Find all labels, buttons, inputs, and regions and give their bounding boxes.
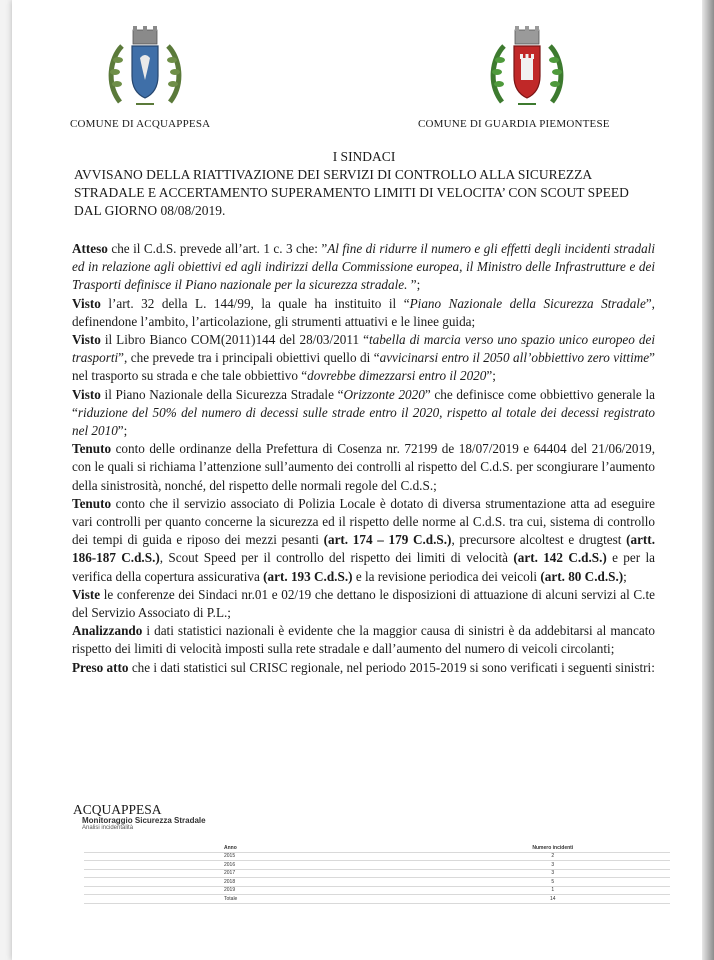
- text: il Piano Nazionale della Sicurezza Stradale “: [100, 386, 344, 402]
- text: ” nel trasporto su strada e che tale obbiettivo “: [72, 350, 655, 384]
- announcement-title: AVVISANO DELLA RIATTIVAZIONE DEI SERVIZI DI CONTROLLO ALLA SICUREZZA STRADALE E ACCERTAMENTO SUPERAMENTO LIMITI DI VELOCITA’ CON SCOUT SPEED DAL GIORNO 08/08/2019.: [74, 167, 629, 218]
- table-row: [84, 869, 670, 878]
- article-ref: (art. 142 C.d.S.): [513, 550, 607, 566]
- text: ”;: [410, 277, 421, 293]
- quote: avvicinarsi entro il 2050 all’obbiettivo zero vittime: [379, 350, 650, 366]
- monitoring-header: [82, 816, 206, 831]
- article-ref: (art. 193 C.d.S.): [263, 568, 353, 584]
- quote: riduzione del 50% del numero di decessi sulle strade entro il 2020, rispetto al totale dei decessi registrato nel 2010: [72, 404, 655, 439]
- text: ;: [623, 568, 627, 584]
- paragraph-visto-2: [72, 331, 655, 386]
- text: e la revisione periodica dei veicoli: [352, 568, 541, 584]
- paragraph-analizzando: [72, 622, 655, 658]
- text: ”, che prevede tra i principali obiettivi quello di “: [118, 350, 380, 366]
- column-header: Anno: [84, 844, 436, 852]
- table-cell: 3: [436, 861, 670, 870]
- keyword: Tenuto: [72, 495, 112, 511]
- text: , precursore alcoltest e drugtest: [451, 532, 627, 548]
- paragraph-atteso: [72, 240, 655, 295]
- paragraph-tenuto-2: [72, 495, 655, 586]
- page-edge-shadow: [702, 0, 714, 960]
- monitoring-subtitle: Analisi incidentalità: [82, 825, 134, 831]
- table-row: [84, 895, 670, 904]
- table-row: [84, 861, 670, 870]
- text: il Libro Bianco COM(2011)144 del 28/03/2011 “: [100, 332, 369, 348]
- text: ”;: [117, 423, 128, 439]
- text: l’art. 32 della L. 144/99, la quale ha instituito il “: [100, 295, 410, 311]
- table-cell: 2015: [84, 852, 436, 861]
- text: le conferenze dei Sindaci nr.01 e 02/19 che dettano le disposizioni di attuazione di alcuni servizi al C.te del Servizio Associato di P.L.;: [72, 586, 655, 621]
- text: che i dati statistici sul CRISC regionale, nel periodo 2015-2019 si sono verificati i seguenti sinistri:: [128, 659, 655, 675]
- table-cell: Totale: [84, 895, 436, 904]
- paragraph-preso-atto: [72, 659, 655, 677]
- paragraph-tenuto-1: [72, 440, 655, 495]
- table-cell: 3: [436, 869, 670, 878]
- table-row: [84, 878, 670, 887]
- guardia-piemontese-crest-icon: [490, 24, 564, 108]
- document-heading: [74, 148, 654, 220]
- table-row: [84, 852, 670, 861]
- paragraph-visto-1: [72, 295, 655, 331]
- quote: Piano Nazionale della Sicurezza Stradale: [409, 295, 646, 311]
- document-body: [72, 240, 655, 677]
- text: ” che definisce come obbiettivo generale la “: [72, 386, 655, 420]
- keyword: Viste: [72, 586, 101, 602]
- text: conto che il servizio associato di Polizia Locale è dotato di diversa strumentazione atta ad eseguire vari controlli per quanto concerne la sicurezza ed il rispetto delle norme al C.d.S. tra cui, sistema di controllo dei tempi di guida e riposo dei mezzi pesanti: [72, 495, 655, 548]
- table-row: [84, 886, 670, 895]
- table-cell: 5: [436, 878, 670, 887]
- table-cell: 2018: [84, 878, 436, 887]
- article-ref: (art. 174 – 179 C.d.S.): [323, 532, 452, 548]
- keyword: Tenuto: [72, 441, 112, 457]
- text: conto delle ordinanze della Prefettura di Cosenza nr. 72199 de 18/07/2019 e 64404 del 21/06/2019, con le quali si richiama l’attenzione sull’aumento dei controlli al rispetto del C.d.S. per scongiurare l’aumento della sinistrosità, nonché, del rispetto delle normali regole del C.d.S.;: [72, 441, 655, 493]
- text: i dati statistici nazionali è evidente che la maggior causa di sinistri è da addebitarsi al mancato rispetto dei limiti di velocità imposti sulla rete stradale e dall’aumento del numero di veicoli circolanti;: [72, 623, 655, 657]
- keyword: Preso atto: [72, 659, 129, 675]
- document-page: [12, 0, 702, 960]
- text: che il C.d.S. prevede all’art. 1 c. 3 che: ”: [107, 241, 328, 256]
- paragraph-visto-3: [72, 386, 655, 441]
- quote: tabella di marcia verso uno spazio unico europeo dei trasporti: [72, 332, 655, 366]
- monitoring-title: Monitoraggio Sicurezza Stradale: [82, 816, 206, 825]
- keyword: Visto: [72, 332, 101, 348]
- left-comune-label: COMUNE DI ACQUAPPESA: [70, 118, 211, 130]
- right-comune-label: COMUNE DI GUARDIA PIEMONTESE: [418, 118, 610, 130]
- table-cell: 14: [436, 895, 670, 904]
- keyword: Atteso: [72, 241, 108, 256]
- text: e per la verifica della copertura assicurativa: [72, 550, 655, 584]
- table-cell: 2017: [84, 869, 436, 878]
- table-cell: 1: [436, 886, 670, 895]
- text: , Scout Speed per il controllo del rispetto dei limiti di velocità: [159, 550, 514, 566]
- text: ”, definendone l’ambito, l’articolazione, gli strumenti attuativi e le linee guida;: [72, 295, 655, 329]
- article-ref: (art. 80 C.d.S.): [540, 568, 624, 584]
- quote: Al fine di ridurre il numero e gli effetti degli incidenti stradali ed in relazione agli obiettivi ed agli indirizzi della Commissione europea, il Ministro delle Infrastrutture e dei Trasporti definisce il Piano nazionale per la sicurezza stradale.: [72, 241, 655, 293]
- keyword: Analizzando: [72, 623, 143, 639]
- article-ref: (artt. 186-187 C.d.S.): [72, 532, 655, 566]
- table-cell: 2016: [84, 861, 436, 870]
- keyword: Visto: [72, 295, 101, 311]
- table-cell: 2019: [84, 886, 436, 895]
- table-cell: 2: [436, 852, 670, 861]
- table-header-row: [84, 844, 670, 852]
- acquappesa-crest-icon: [108, 24, 182, 108]
- sindaci-title: I SINDACI: [332, 149, 396, 164]
- paragraph-viste: [72, 586, 655, 622]
- text: ”;: [486, 368, 496, 384]
- quote: Orizzonte 2020: [343, 386, 425, 402]
- column-header: Numero incidenti: [436, 844, 670, 852]
- town-label: ACQUAPPESA: [73, 802, 162, 817]
- keyword: Visto: [72, 386, 101, 402]
- incidents-table: [84, 844, 670, 904]
- quote: dovrebbe dimezzarsi entro il 2020: [307, 368, 487, 384]
